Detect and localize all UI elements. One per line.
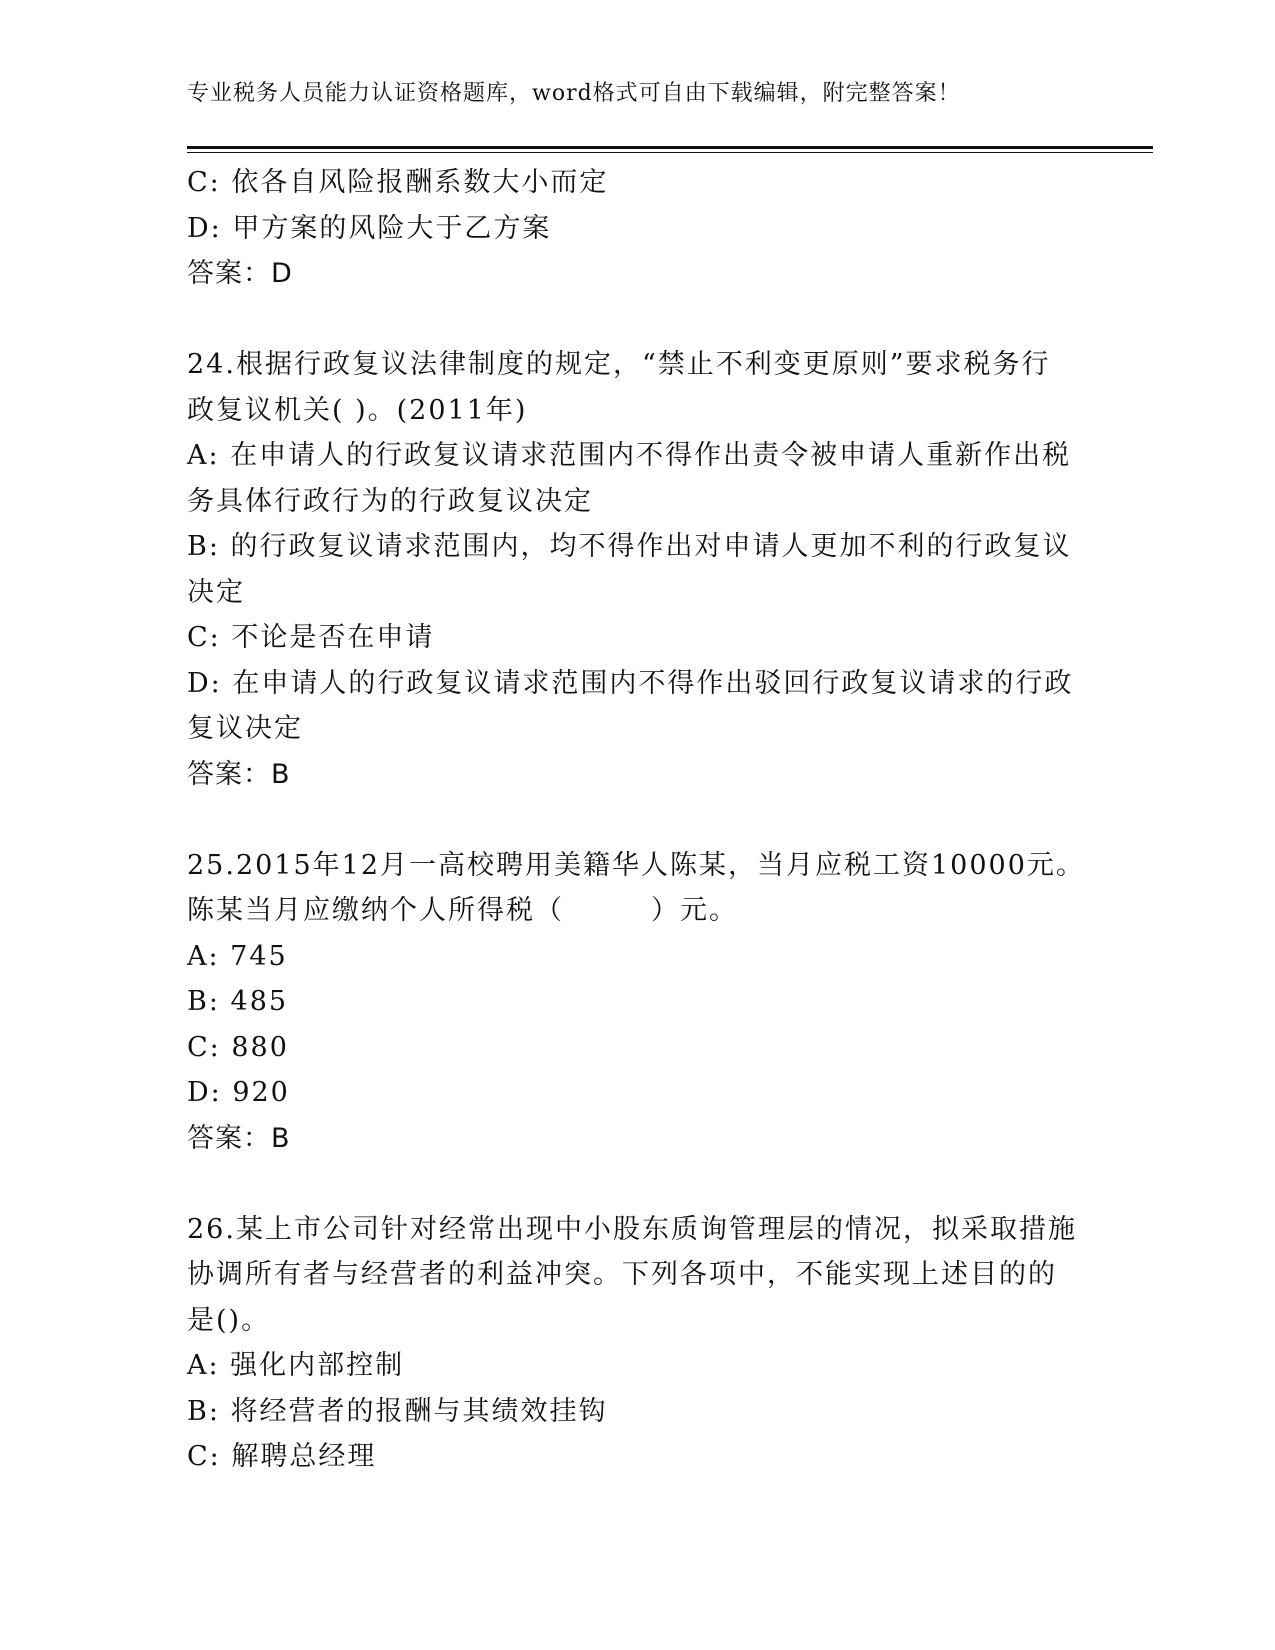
spacer [187,1161,1077,1207]
question-text: 陈某当月应缴纳个人所得税（ ）元。 [187,895,738,926]
option-c: C: 依各自风险报酬系数大小而定 [187,167,609,198]
question-text: 26.某上市公司针对经常出现中小股东质询管理层的情况，拟采取措施 [187,1213,1077,1245]
question-text: 25.2015年12月一高校聘用美籍华人陈某，当月应税工资10000元。 [187,849,1085,881]
question-text: 是()。 [187,1304,271,1336]
option-d: D: 920 [187,1077,290,1108]
header-rule-thick [187,146,1153,149]
option-a: A: 在申请人的行政复议请求范围内不得作出责令被申请人重新作出税 [187,440,1072,471]
question-block-24 [187,342,1077,797]
question-text: 政复议机关( )。(2011年) [187,394,528,426]
answer-line: 答案：B [187,1122,291,1154]
question-text: 协调所有者与经营者的利益冲突。下列各项中，不能实现上述目的的 [187,1259,1057,1290]
option-d: 复议决定 [187,713,303,744]
option-a: A: 强化内部控制 [187,1350,405,1381]
option-b: B: 的行政复议请求范围内，均不得作出对申请人更加不利的行政复议 [187,531,1072,562]
option-c: C: 880 [187,1031,289,1063]
option-b: B: 485 [187,986,289,1017]
question-text: 24.根据行政复议法律制度的规定，“禁止不利变更原则”要求税务行 [187,349,1051,380]
option-c: C: 解聘总经理 [187,1441,377,1472]
option-d: D: 甲方案的风险大于乙方案 [187,212,552,244]
header-rule-thin [187,152,1153,153]
answer-line: 答案：B [187,758,291,790]
option-c: C: 不论是否在申请 [187,622,435,653]
spacer [187,297,1077,343]
answer-line: 答案：D [187,258,293,289]
option-d: D: 在申请人的行政复议请求范围内不得作出驳回行政复议请求的行政 [187,667,1074,699]
option-a: A: 745 [187,940,288,972]
question-content [187,160,1085,1480]
page-header: 专业税务人员能力认证资格题库，word格式可自由下载编辑，附完整答案！ [187,81,961,106]
question-block-26 [187,1207,1077,1480]
option-a: 务具体行政行为的行政复议决定 [187,485,593,517]
spacer [187,797,1077,843]
option-b: B: 将经营者的报酬与其绩效挂钩 [187,1395,608,1427]
question-block-25 [187,843,1085,1162]
question-block-23 [187,160,1077,297]
option-b: 决定 [187,576,245,608]
